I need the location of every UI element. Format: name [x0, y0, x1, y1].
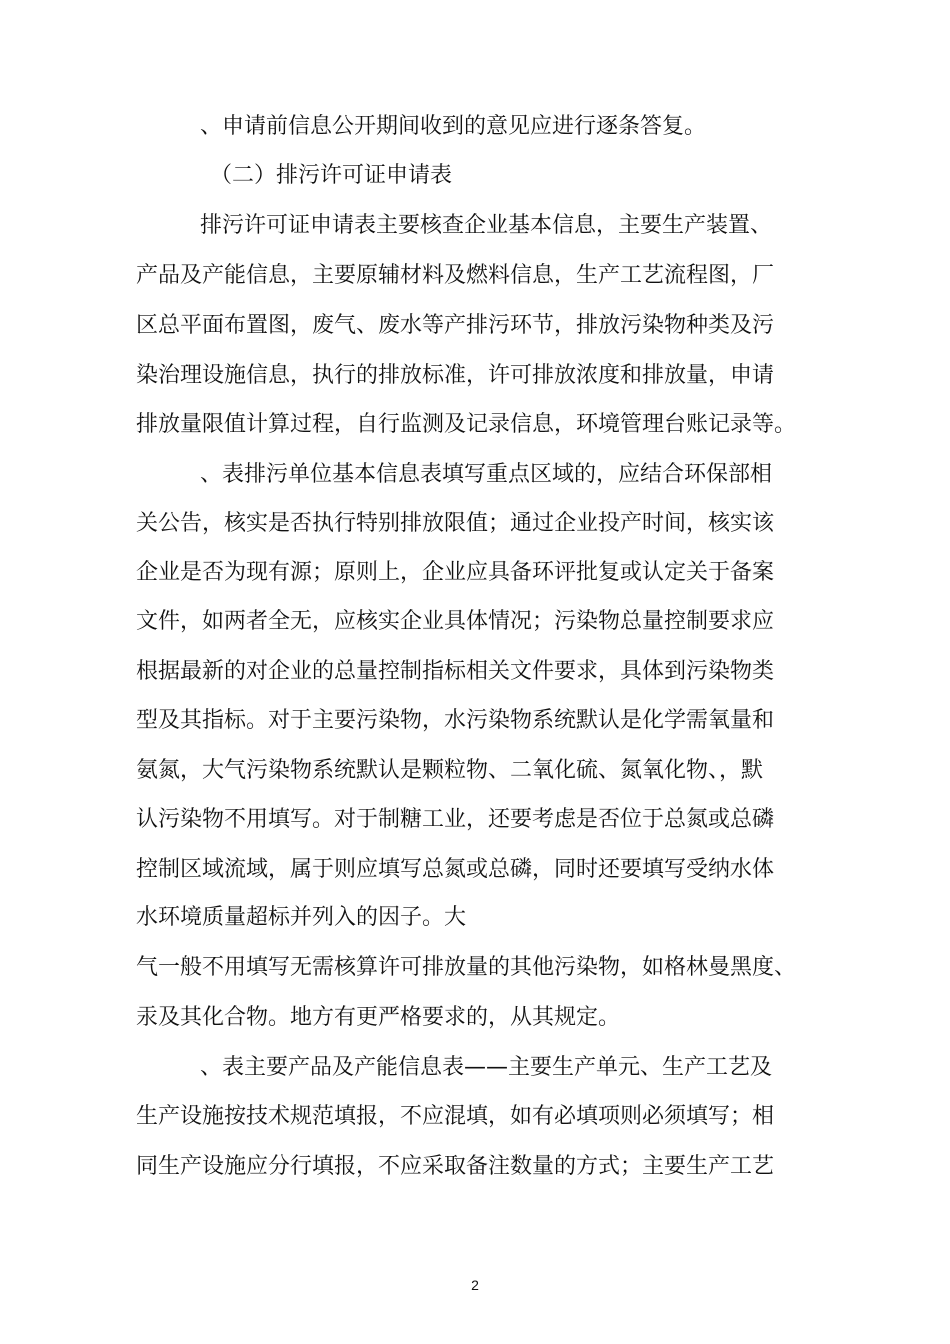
body-line: 、申请前信息公开期间收到的意见应进行逐条答复。 [200, 114, 707, 139]
body-line: 生产设施按技术规范填报，不应混填，如有必填项则必须填写；相 [136, 1104, 775, 1129]
body-line: 排污许可证申请表主要核查企业基本信息，主要生产装置、 [200, 213, 773, 238]
body-line: 控制区域流域，属于则应填写总氮或总磷，同时还要填写受纳水体 [136, 857, 775, 882]
section-heading: （二）排污许可证申请表 [210, 163, 453, 188]
body-line: 排放量限值计算过程，自行监测及记录信息，环境管理台账记录等。 [136, 412, 797, 437]
body-line: 型及其指标。对于主要污染物，水污染物系统默认是化学需氧量和 [136, 708, 775, 733]
body-line: 同生产设施应分行填报，不应采取备注数量的方式；主要生产工艺 [136, 1154, 775, 1179]
body-line: 文件，如两者全无，应核实企业具体情况；污染物总量控制要求应 [136, 609, 775, 634]
body-line: 企业是否为现有源；原则上，企业应具备环评批复或认定关于备案 [136, 560, 775, 585]
body-line: 、表排污单位基本信息表填写重点区域的，应结合环保部相 [200, 462, 773, 487]
body-line: 根据最新的对企业的总量控制指标相关文件要求，具体到污染物类 [136, 659, 775, 684]
body-line: 氨氮，大气污染物系统默认是颗粒物、二氧化硫、氮氧化物、，默 [136, 758, 764, 783]
body-line: 关公告，核实是否执行特别排放限值；通过企业投产时间，核实该 [136, 511, 775, 536]
body-line: 染治理设施信息，执行的排放标准，许可排放浓度和排放量，申请 [136, 363, 775, 388]
page-number: 2 [471, 1277, 479, 1293]
body-line: 汞及其化合物。地方有更严格要求的，从其规定。 [136, 1005, 621, 1030]
body-line: 、表主要产品及产能信息表——主要生产单元、生产工艺及 [200, 1055, 773, 1080]
body-line: 认污染物不用填写。对于制糖工业，还要考虑是否位于总氮或总磷 [136, 807, 775, 832]
body-line: 产品及产能信息，主要原辅材料及燃料信息，生产工艺流程图，厂 [136, 263, 775, 288]
body-line: 区总平面布置图，废气、废水等产排污环节，排放污染物种类及污 [136, 313, 775, 338]
body-line: 气一般不用填写无需核算许可排放量的其他污染物，如格林曼黑度、 [136, 955, 797, 980]
body-line: 水环境质量超标并列入的因子。大 [136, 905, 467, 930]
